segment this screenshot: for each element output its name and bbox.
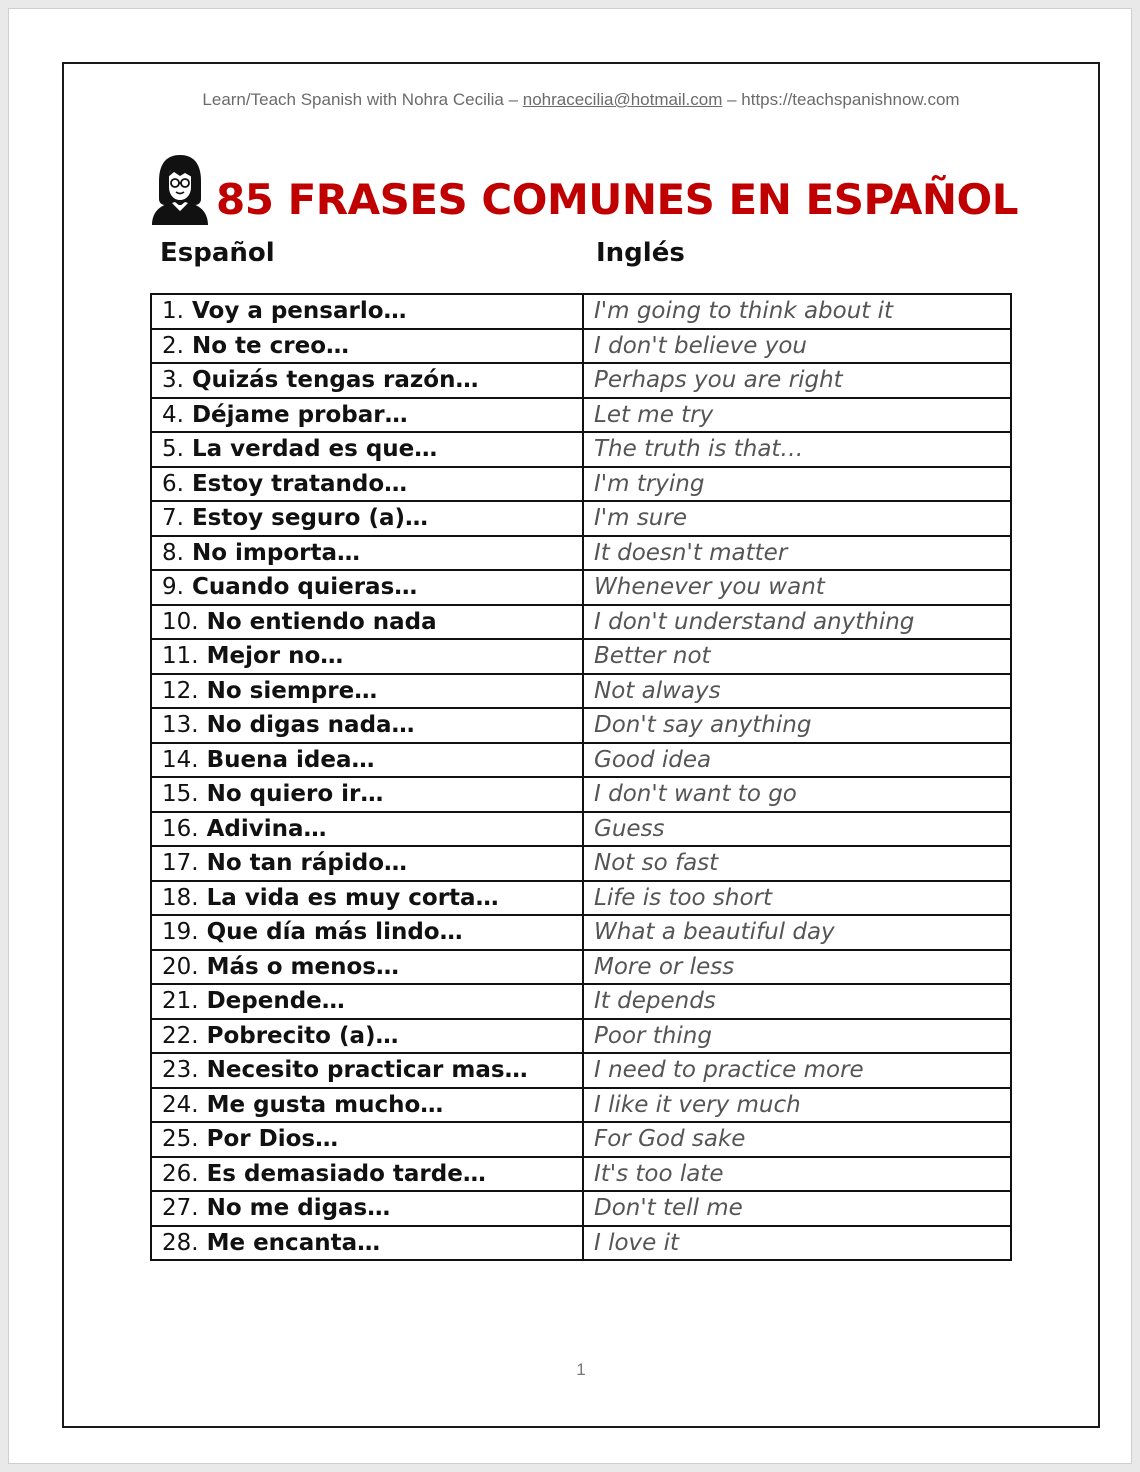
phrase-number: 28. xyxy=(162,1229,199,1256)
spanish-phrase-cell xyxy=(151,294,583,329)
english-translation-cell: I don't understand anything xyxy=(583,605,1011,640)
phrase-number: 11. xyxy=(162,643,199,670)
phrase-number: 3. xyxy=(162,367,184,394)
table-row xyxy=(151,432,1011,467)
english-translation-cell: I'm trying xyxy=(583,467,1011,502)
spanish-phrase-cell xyxy=(151,1226,583,1261)
spanish-phrase-cell xyxy=(151,743,583,778)
table-row xyxy=(151,536,1011,571)
phrase-number: 25. xyxy=(162,1126,199,1153)
english-translation-cell: It doesn't matter xyxy=(583,536,1011,571)
spanish-phrase: Más o menos… xyxy=(206,953,399,980)
spanish-phrase: Depende… xyxy=(206,988,345,1015)
table-row xyxy=(151,777,1011,812)
english-translation-cell: Not so fast xyxy=(583,846,1011,881)
spanish-phrase: Pobrecito (a)… xyxy=(206,1022,399,1049)
header-email-link[interactable]: nohracecilia@hotmail.com xyxy=(522,90,723,109)
phrase-number: 8. xyxy=(162,539,184,566)
spanish-phrase: Que día más lindo… xyxy=(206,919,463,946)
table-row xyxy=(151,881,1011,916)
phrase-number: 15. xyxy=(162,781,199,808)
phrases-table xyxy=(150,293,1012,1261)
phrase-number: 27. xyxy=(162,1195,199,1222)
spanish-phrase: Me encanta… xyxy=(206,1229,381,1256)
spanish-phrase-cell xyxy=(151,639,583,674)
phrase-number: 24. xyxy=(162,1091,199,1118)
spanish-phrase: Necesito practicar mas… xyxy=(206,1057,528,1084)
page-header xyxy=(64,90,1098,110)
spanish-phrase-cell xyxy=(151,398,583,433)
woman-avatar-icon xyxy=(150,153,210,225)
spanish-phrase: Voy a pensarlo… xyxy=(191,298,407,325)
phrase-number: 5. xyxy=(162,436,184,463)
spanish-phrase-cell xyxy=(151,1019,583,1054)
phrase-number: 13. xyxy=(162,712,199,739)
english-translation-cell: Poor thing xyxy=(583,1019,1011,1054)
spanish-phrase-cell xyxy=(151,881,583,916)
table-row xyxy=(151,1019,1011,1054)
table-row xyxy=(151,329,1011,364)
spanish-phrase-cell xyxy=(151,812,583,847)
english-translation-cell: Don't tell me xyxy=(583,1191,1011,1226)
spanish-phrase: La verdad es que… xyxy=(191,436,438,463)
phrase-number: 18. xyxy=(162,884,199,911)
phrase-number: 22. xyxy=(162,1022,199,1049)
table-row xyxy=(151,605,1011,640)
spanish-phrase: Me gusta mucho… xyxy=(206,1091,444,1118)
english-translation-cell: Better not xyxy=(583,639,1011,674)
phrase-number: 14. xyxy=(162,746,199,773)
table-row xyxy=(151,1053,1011,1088)
table-row xyxy=(151,1191,1011,1226)
spanish-phrase-cell xyxy=(151,1053,583,1088)
phrase-number: 17. xyxy=(162,850,199,877)
spanish-phrase: No quiero ir… xyxy=(206,781,384,808)
phrase-number: 7. xyxy=(162,505,184,532)
phrases-table-body xyxy=(151,294,1011,1260)
table-row xyxy=(151,950,1011,985)
phrase-number: 2. xyxy=(162,332,184,359)
table-row xyxy=(151,398,1011,433)
spanish-phrase: Buena idea… xyxy=(206,746,375,773)
phrase-number: 6. xyxy=(162,470,184,497)
spanish-phrase-cell xyxy=(151,467,583,502)
spanish-phrase: No tan rápido… xyxy=(206,850,408,877)
spanish-phrase-cell xyxy=(151,708,583,743)
spanish-phrase: Déjame probar… xyxy=(191,401,408,428)
table-row xyxy=(151,639,1011,674)
header-suffix: – https://teachspanishnow.com xyxy=(722,90,960,109)
table-row xyxy=(151,1226,1011,1261)
spanish-phrase: Es demasiado tarde… xyxy=(206,1160,486,1187)
table-row xyxy=(151,743,1011,778)
table-row xyxy=(151,363,1011,398)
spanish-phrase-cell xyxy=(151,674,583,709)
table-row xyxy=(151,294,1011,329)
phrase-number: 21. xyxy=(162,988,199,1015)
english-translation-cell: I don't believe you xyxy=(583,329,1011,364)
english-translation-cell: I'm sure xyxy=(583,501,1011,536)
table-row xyxy=(151,1088,1011,1123)
table-row xyxy=(151,708,1011,743)
spanish-phrase-cell xyxy=(151,501,583,536)
spanish-phrase-cell xyxy=(151,950,583,985)
spanish-phrase: Cuando quieras… xyxy=(191,574,418,601)
english-translation-cell: Don't say anything xyxy=(583,708,1011,743)
table-row xyxy=(151,570,1011,605)
english-translation-cell: I like it very much xyxy=(583,1088,1011,1123)
english-translation-cell: Whenever you want xyxy=(583,570,1011,605)
title-row xyxy=(150,150,1018,225)
phrase-number: 23. xyxy=(162,1057,199,1084)
spanish-phrase: Adivina… xyxy=(206,815,327,842)
spanish-phrase-cell xyxy=(151,1191,583,1226)
spanish-phrase-cell xyxy=(151,777,583,812)
spanish-phrase-cell xyxy=(151,846,583,881)
spanish-phrase: No digas nada… xyxy=(206,712,415,739)
english-translation-cell: More or less xyxy=(583,950,1011,985)
spanish-phrase-cell xyxy=(151,329,583,364)
english-translation-cell: Perhaps you are right xyxy=(583,363,1011,398)
english-translation-cell: Not always xyxy=(583,674,1011,709)
page-number: 1 xyxy=(576,1360,586,1379)
spanish-phrase-cell xyxy=(151,1122,583,1157)
english-translation-cell: It's too late xyxy=(583,1157,1011,1192)
phrase-number: 20. xyxy=(162,953,199,980)
english-translation-cell: What a beautiful day xyxy=(583,915,1011,950)
spanish-phrase-cell xyxy=(151,1088,583,1123)
document-viewer xyxy=(8,8,1132,1464)
spanish-phrase: Estoy seguro (a)… xyxy=(191,505,428,532)
spanish-phrase-cell xyxy=(151,363,583,398)
english-translation-cell: Good idea xyxy=(583,743,1011,778)
table-row xyxy=(151,846,1011,881)
english-translation-cell: I'm going to think about it xyxy=(583,294,1011,329)
table-row xyxy=(151,467,1011,502)
spanish-phrase: La vida es muy corta… xyxy=(206,884,499,911)
spanish-phrase-cell xyxy=(151,570,583,605)
english-translation-cell: I need to practice more xyxy=(583,1053,1011,1088)
spanish-phrase: No me digas… xyxy=(206,1195,391,1222)
english-translation-cell: The truth is that… xyxy=(583,432,1011,467)
spanish-phrase-cell xyxy=(151,605,583,640)
phrase-number: 19. xyxy=(162,919,199,946)
table-row xyxy=(151,984,1011,1019)
table-row xyxy=(151,1157,1011,1192)
table-row xyxy=(151,1122,1011,1157)
spanish-phrase-cell xyxy=(151,432,583,467)
spanish-phrase: Por Dios… xyxy=(206,1126,339,1153)
phrase-number: 1. xyxy=(162,298,184,325)
column-header-spanish: Español xyxy=(160,238,275,268)
spanish-phrase-cell xyxy=(151,1157,583,1192)
spanish-phrase: Estoy tratando… xyxy=(191,470,408,497)
english-translation-cell: I don't want to go xyxy=(583,777,1011,812)
phrase-number: 26. xyxy=(162,1160,199,1187)
spanish-phrase: Quizás tengas razón… xyxy=(191,367,479,394)
phrase-number: 9. xyxy=(162,574,184,601)
column-header-english: Inglés xyxy=(596,238,685,268)
phrase-number: 16. xyxy=(162,815,199,842)
english-translation-cell: Life is too short xyxy=(583,881,1011,916)
table-row xyxy=(151,812,1011,847)
spanish-phrase: No importa… xyxy=(191,539,360,566)
document-page xyxy=(62,62,1100,1428)
phrase-number: 10. xyxy=(162,608,199,635)
english-translation-cell: Let me try xyxy=(583,398,1011,433)
spanish-phrase-cell xyxy=(151,915,583,950)
table-row xyxy=(151,501,1011,536)
spanish-phrase-cell xyxy=(151,984,583,1019)
table-row xyxy=(151,915,1011,950)
spanish-phrase-cell xyxy=(151,536,583,571)
page-title: 85 FRASES COMUNES EN ESPAÑOL xyxy=(216,175,1019,224)
phrase-number: 4. xyxy=(162,401,184,428)
english-translation-cell: For God sake xyxy=(583,1122,1011,1157)
spanish-phrase: Mejor no… xyxy=(206,643,344,670)
spanish-phrase: No te creo… xyxy=(191,332,350,359)
header-prefix: Learn/Teach Spanish with Nohra Cecilia – xyxy=(202,90,523,109)
phrase-number: 12. xyxy=(162,677,199,704)
spanish-phrase: No siempre… xyxy=(206,677,378,704)
table-row xyxy=(151,674,1011,709)
spanish-phrase: No entiendo nada xyxy=(206,608,437,635)
english-translation-cell: I love it xyxy=(583,1226,1011,1261)
english-translation-cell: Guess xyxy=(583,812,1011,847)
english-translation-cell: It depends xyxy=(583,984,1011,1019)
